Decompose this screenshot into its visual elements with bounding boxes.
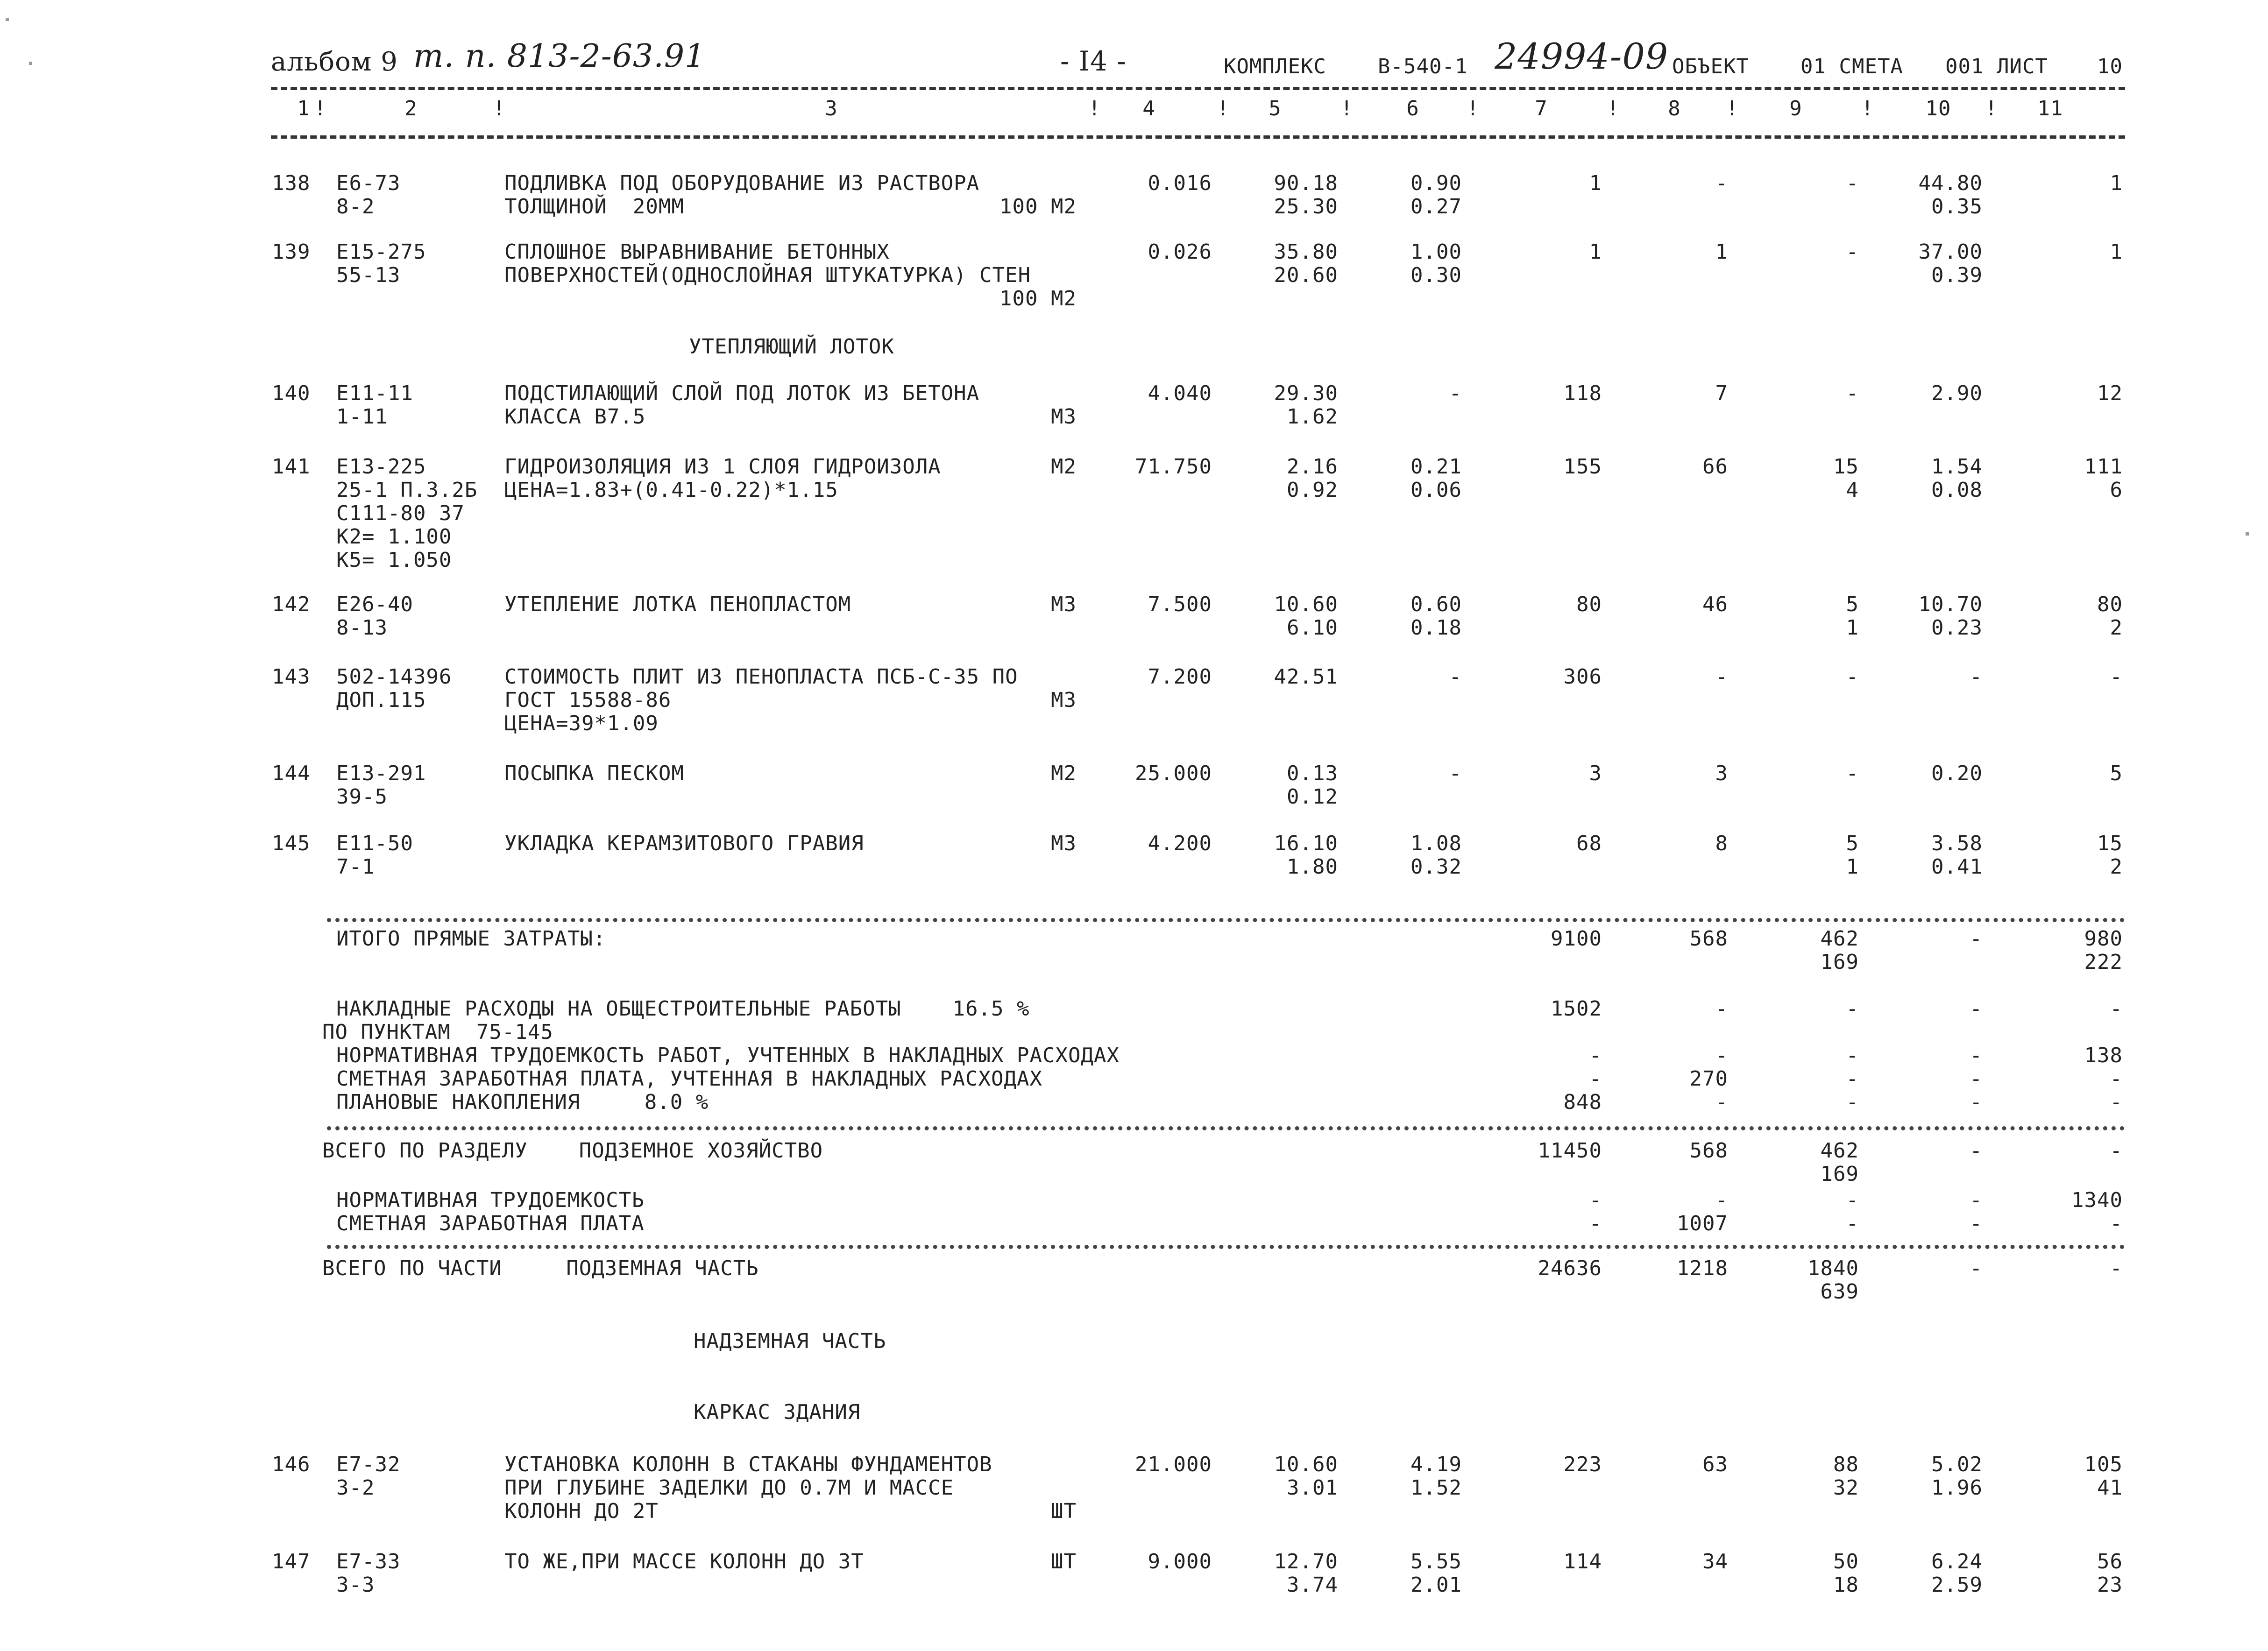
- album-label: альбом 9: [271, 47, 398, 77]
- section-heading-insulated-tray: УТЕПЛЯЮЩИЙ ЛОТОК: [689, 335, 894, 359]
- row-value-c8: 1: [1715, 240, 1728, 264]
- row-quantity: 4.200: [1148, 832, 1212, 855]
- row-value-c10: 44.80: [1918, 171, 1983, 195]
- row-unit: 100 М2: [999, 195, 1077, 219]
- summary-label: ПЛАНОВЫЕ НАКОПЛЕНИЯ 8.0 %: [336, 1090, 709, 1114]
- summary-value-c8: -: [1715, 1044, 1728, 1067]
- row-value-c5: 20.60: [1274, 263, 1338, 287]
- column-separator: !: [1607, 97, 1620, 120]
- row-value-c10: 0.41: [1931, 855, 1983, 879]
- summary-label: ВСЕГО ПО РАЗДЕЛУ ПОДЗЕМНОЕ ХОЗЯЙСТВО: [322, 1139, 823, 1163]
- row-value-c5: 0.92: [1287, 478, 1338, 502]
- summary-value-c10: -: [1970, 1212, 1983, 1235]
- row-value-c6: -: [1449, 762, 1462, 785]
- row-value-c11: 1: [2110, 240, 2123, 264]
- row-value-c5: 10.60: [1274, 593, 1338, 616]
- row-value-c5: 12.70: [1274, 1550, 1338, 1573]
- row-unit: М2: [1051, 455, 1077, 479]
- row-number: 140: [272, 381, 311, 405]
- row-value-c9: 50: [1833, 1550, 1859, 1573]
- row-value-c6: 1.08: [1410, 832, 1462, 855]
- summary-value-c10: -: [1970, 1067, 1983, 1091]
- row-value-c7: 114: [1563, 1550, 1602, 1573]
- row-value-c10: 0.39: [1931, 263, 1983, 287]
- row-value-c11: 56: [2097, 1550, 2123, 1573]
- row-code: К5= 1.050: [336, 548, 452, 572]
- row-number: 142: [272, 593, 311, 616]
- row-description: УКЛАДКА КЕРАМЗИТОВОГО ГРАВИЯ: [504, 832, 864, 855]
- row-value-c5: 35.80: [1274, 240, 1338, 264]
- row-value-c9: -: [1846, 240, 1859, 264]
- row-quantity: 7.200: [1148, 665, 1212, 689]
- row-value-c10: -: [1970, 665, 1983, 689]
- row-value-c7: 223: [1563, 1453, 1602, 1476]
- sheet-number: 10: [2097, 55, 2123, 78]
- row-value-c11: 5: [2110, 762, 2123, 785]
- row-value-c10: 0.35: [1931, 195, 1983, 219]
- row-description: ГОСТ 15588-86: [504, 688, 672, 712]
- row-number: 138: [272, 171, 311, 195]
- row-unit: М2: [1051, 762, 1077, 785]
- row-value-c9: 5: [1846, 593, 1859, 616]
- row-value-c9: 18: [1833, 1573, 1859, 1597]
- row-code: Е11-11: [336, 381, 413, 405]
- summary-value-c9: 462: [1820, 927, 1859, 951]
- row-code: Е6-73: [336, 171, 401, 195]
- row-value-c5: 90.18: [1274, 171, 1338, 195]
- page-number: - I4 -: [1060, 45, 1127, 77]
- summary-value-c8: 270: [1689, 1067, 1728, 1091]
- column-number-8: 8: [1668, 97, 1681, 120]
- row-value-c11: 23: [2097, 1573, 2123, 1597]
- column-number-7: 7: [1535, 97, 1548, 120]
- row-value-c11: 41: [2097, 1476, 2123, 1500]
- row-unit: 100 М2: [999, 287, 1077, 310]
- row-value-c10: 2.90: [1931, 381, 1983, 405]
- summary-label: ВСЕГО ПО ЧАСТИ ПОДЗЕМНАЯ ЧАСТЬ: [322, 1256, 759, 1280]
- summary-value-c11: -: [2110, 1067, 2123, 1091]
- row-value-c5: 0.13: [1287, 762, 1338, 785]
- row-code: 1-11: [336, 405, 388, 429]
- row-value-c8: 3: [1715, 762, 1728, 785]
- row-value-c5: 1.80: [1287, 855, 1338, 879]
- row-value-c10: 1.96: [1931, 1476, 1983, 1500]
- summary-value-c8: 1218: [1677, 1256, 1728, 1280]
- row-value-c9: 88: [1833, 1453, 1859, 1476]
- row-value-c9: 5: [1846, 832, 1859, 855]
- row-value-c11: 12: [2097, 381, 2123, 405]
- summary-value-c11: 222: [2084, 950, 2123, 974]
- row-value-c8: 8: [1715, 832, 1728, 855]
- column-separator: !: [1217, 97, 1230, 120]
- summary-label: НАКЛАДНЫЕ РАСХОДЫ НА ОБЩЕСТРОИТЕЛЬНЫЕ РАБОТЫ 16.5 %: [336, 997, 1030, 1021]
- row-value-c10: 10.70: [1918, 593, 1983, 616]
- row-value-c10: 0.20: [1931, 762, 1983, 785]
- column-separator: !: [314, 97, 327, 120]
- row-description: ГИДРОИЗОЛЯЦИЯ ИЗ 1 СЛОЯ ГИДРОИЗОЛА: [504, 455, 941, 479]
- row-value-c9: -: [1846, 665, 1859, 689]
- summary-value-c7: 1502: [1551, 997, 1602, 1021]
- summary-value-c7: 24636: [1538, 1256, 1602, 1280]
- section-heading-above-ground: НАДЗЕМНАЯ ЧАСТЬ: [694, 1329, 886, 1353]
- row-value-c5: 0.12: [1287, 785, 1338, 809]
- row-code: 39-5: [336, 785, 388, 809]
- summary-label: ПО ПУНКТАМ 75-145: [322, 1020, 553, 1044]
- dotted-rule-3: [327, 1245, 2125, 1249]
- row-value-c8: 7: [1715, 381, 1728, 405]
- row-description: ПРИ ГЛУБИНЕ ЗАДЕЛКИ ДО 0.7М И МАССЕ: [504, 1476, 954, 1500]
- row-value-c10: 1.54: [1931, 455, 1983, 479]
- summary-value-c9: 1840: [1807, 1256, 1859, 1280]
- row-value-c11: 1: [2110, 171, 2123, 195]
- summary-label: НОРМАТИВНАЯ ТРУДОЕМКОСТЬ: [336, 1188, 645, 1212]
- column-number-3: 3: [825, 97, 838, 120]
- row-description: ТОЛЩИНОЙ 20ММ: [504, 195, 684, 219]
- summary-value-c11: -: [2110, 997, 2123, 1021]
- summary-value-c11: 1340: [2071, 1188, 2123, 1212]
- row-unit: М3: [1051, 832, 1077, 855]
- column-separator: !: [493, 97, 506, 120]
- row-code: 55-13: [336, 263, 401, 287]
- summary-label: НОРМАТИВНАЯ ТРУДОЕМКОСТЬ РАБОТ, УЧТЕННЫХ В НАКЛАДНЫХ РАСХОДАХ: [336, 1044, 1120, 1067]
- column-separator: !: [1985, 97, 1998, 120]
- row-description: ПОДЛИВКА ПОД ОБОРУДОВАНИЕ ИЗ РАСТВОРА: [504, 171, 980, 195]
- summary-value-c9: 462: [1820, 1139, 1859, 1163]
- row-value-c8: 66: [1702, 455, 1728, 479]
- summary-value-c9: 169: [1820, 950, 1859, 974]
- summary-value-c11: -: [2110, 1090, 2123, 1114]
- row-value-c10: 37.00: [1918, 240, 1983, 264]
- row-value-c9: 15: [1833, 455, 1859, 479]
- column-separator: !: [1088, 97, 1101, 120]
- row-description: СТОИМОСТЬ ПЛИТ ИЗ ПЕНОПЛАСТА ПСБ-С-35 ПО: [504, 665, 1018, 689]
- row-value-c11: 80: [2097, 593, 2123, 616]
- row-quantity: 71.750: [1135, 455, 1212, 479]
- column-separator: !: [1467, 97, 1480, 120]
- summary-value-c8: -: [1715, 1188, 1728, 1212]
- dotted-rule-1: [327, 918, 2125, 922]
- row-code: Е7-33: [336, 1550, 401, 1573]
- summary-value-c9: 639: [1820, 1280, 1859, 1304]
- row-value-c6: 0.18: [1410, 616, 1462, 640]
- row-description: УТЕПЛЕНИЕ ЛОТКА ПЕНОПЛАСТОМ: [504, 593, 851, 616]
- summary-value-c7: 848: [1563, 1090, 1602, 1114]
- scan-mark: [6, 18, 9, 21]
- row-quantity: 0.026: [1148, 240, 1212, 264]
- row-value-c7: 155: [1563, 455, 1602, 479]
- row-description: ПОДСТИЛАЮЩИЙ СЛОЙ ПОД ЛОТОК ИЗ БЕТОНА: [504, 381, 980, 405]
- dotted-rule-2: [327, 1126, 2125, 1130]
- header-rule: [271, 87, 2125, 90]
- row-value-c5: 25.30: [1274, 195, 1338, 219]
- scan-mark: [2246, 532, 2249, 536]
- summary-value-c10: -: [1970, 1044, 1983, 1067]
- summary-value-c8: -: [1715, 997, 1728, 1021]
- row-code: Е13-225: [336, 455, 426, 479]
- row-code: С111-80 37: [336, 501, 465, 525]
- row-code: 502-14396: [336, 665, 452, 689]
- row-code: Е15-275: [336, 240, 426, 264]
- smeta-value: 001 ЛИСТ: [1945, 55, 2048, 78]
- row-value-c9: 32: [1833, 1476, 1859, 1500]
- row-value-c8: 46: [1702, 593, 1728, 616]
- column-number-1: 1: [297, 97, 310, 120]
- row-value-c7: 80: [1576, 593, 1602, 616]
- row-value-c9: -: [1846, 381, 1859, 405]
- row-description: УСТАНОВКА КОЛОНН В СТАКАНЫ ФУНДАМЕНТОВ: [504, 1453, 992, 1476]
- tp-number: т. п. 813-2-63.91: [413, 38, 706, 75]
- row-value-c9: -: [1846, 762, 1859, 785]
- row-value-c8: 34: [1702, 1550, 1728, 1573]
- column-separator: !: [1861, 97, 1874, 120]
- summary-value-c8: 1007: [1677, 1212, 1728, 1235]
- row-unit: ШТ: [1051, 1550, 1077, 1573]
- row-code: Е26-40: [336, 593, 413, 616]
- row-value-c5: 3.01: [1287, 1476, 1338, 1500]
- summary-value-c11: -: [2110, 1256, 2123, 1280]
- row-description: ПОСЫПКА ПЕСКОМ: [504, 762, 684, 785]
- summary-value-c7: -: [1589, 1188, 1602, 1212]
- row-value-c7: 1: [1589, 171, 1602, 195]
- row-description: КЛАССА В7.5: [504, 405, 646, 429]
- row-quantity: 9.000: [1148, 1550, 1212, 1573]
- summary-label: СМЕТНАЯ ЗАРАБОТНАЯ ПЛАТА: [336, 1212, 645, 1235]
- summary-value-c7: -: [1589, 1212, 1602, 1235]
- summary-label: СМЕТНАЯ ЗАРАБОТНАЯ ПЛАТА, УЧТЕННАЯ В НАКЛАДНЫХ РАСХОДАХ: [336, 1067, 1042, 1091]
- summary-value-c9: -: [1846, 1090, 1859, 1114]
- row-value-c9: -: [1846, 171, 1859, 195]
- row-number: 146: [272, 1453, 311, 1476]
- row-unit: ШТ: [1051, 1499, 1077, 1523]
- summary-value-c7: -: [1589, 1044, 1602, 1067]
- complex-label: КОМПЛЕКС: [1224, 55, 1326, 78]
- row-value-c5: 10.60: [1274, 1453, 1338, 1476]
- row-value-c7: 118: [1563, 381, 1602, 405]
- summary-value-c11: 980: [2084, 927, 2123, 951]
- summary-value-c10: -: [1970, 1256, 1983, 1280]
- row-value-c6: 0.27: [1410, 195, 1462, 219]
- summary-value-c9: 169: [1820, 1162, 1859, 1186]
- summary-value-c11: -: [2110, 1139, 2123, 1163]
- row-value-c6: 2.01: [1410, 1573, 1462, 1597]
- row-number: 145: [272, 832, 311, 855]
- section-heading-frame: КАРКАС ЗДАНИЯ: [694, 1400, 861, 1424]
- row-value-c9: 1: [1846, 616, 1859, 640]
- column-number-10: 10: [1925, 97, 1951, 120]
- row-value-c11: 2: [2110, 855, 2123, 879]
- summary-value-c10: -: [1970, 1090, 1983, 1114]
- row-value-c10: 2.59: [1931, 1573, 1983, 1597]
- summary-value-c7: 11450: [1538, 1139, 1602, 1163]
- row-value-c6: -: [1449, 665, 1462, 689]
- column-separator: !: [1340, 97, 1354, 120]
- row-number: 143: [272, 665, 311, 689]
- estimate-code: 24994-09: [1495, 35, 1669, 77]
- row-code: 3-3: [336, 1573, 375, 1597]
- row-quantity: 25.000: [1135, 762, 1212, 785]
- summary-value-c8: 568: [1689, 927, 1728, 951]
- row-quantity: 4.040: [1148, 381, 1212, 405]
- summary-value-c8: -: [1715, 1090, 1728, 1114]
- row-number: 147: [272, 1550, 311, 1573]
- row-code: 3-2: [336, 1476, 375, 1500]
- row-code: Е13-291: [336, 762, 426, 785]
- summary-value-c10: -: [1970, 1188, 1983, 1212]
- row-value-c5: 3.74: [1287, 1573, 1338, 1597]
- row-value-c5: 29.30: [1274, 381, 1338, 405]
- row-value-c6: 0.06: [1410, 478, 1462, 502]
- row-value-c10: 0.23: [1931, 616, 1983, 640]
- row-value-c7: 3: [1589, 762, 1602, 785]
- summary-value-c9: -: [1846, 1188, 1859, 1212]
- row-value-c10: 6.24: [1931, 1550, 1983, 1573]
- row-unit: М3: [1051, 405, 1077, 429]
- complex-value: В-540-1: [1378, 55, 1468, 78]
- column-number-9: 9: [1789, 97, 1802, 120]
- row-value-c6: 1.00: [1410, 240, 1462, 264]
- row-value-c8: -: [1715, 171, 1728, 195]
- summary-value-c10: -: [1970, 1139, 1983, 1163]
- row-value-c10: 0.08: [1931, 478, 1983, 502]
- summary-value-c7: -: [1589, 1067, 1602, 1091]
- row-code: 7-1: [336, 855, 375, 879]
- row-quantity: 21.000: [1135, 1453, 1212, 1476]
- row-value-c5: 1.62: [1287, 405, 1338, 429]
- column-number-6: 6: [1406, 97, 1419, 120]
- row-value-c7: 306: [1563, 665, 1602, 689]
- row-value-c5: 42.51: [1274, 665, 1338, 689]
- row-code: ДОП.115: [336, 688, 426, 712]
- row-value-c6: 0.30: [1410, 263, 1462, 287]
- row-quantity: 7.500: [1148, 593, 1212, 616]
- summary-value-c9: -: [1846, 1212, 1859, 1235]
- row-value-c6: 4.19: [1410, 1453, 1462, 1476]
- object-value: 01 СМЕТА: [1800, 55, 1903, 78]
- row-unit: М3: [1051, 688, 1077, 712]
- row-value-c6: 1.52: [1410, 1476, 1462, 1500]
- summary-value-c9: -: [1846, 997, 1859, 1021]
- summary-label: ИТОГО ПРЯМЫЕ ЗАТРАТЫ:: [336, 927, 606, 951]
- row-value-c6: 0.32: [1410, 855, 1462, 879]
- row-value-c11: -: [2110, 665, 2123, 689]
- column-number-2: 2: [404, 97, 418, 120]
- row-value-c11: 2: [2110, 616, 2123, 640]
- row-value-c11: 15: [2097, 832, 2123, 855]
- row-number: 144: [272, 762, 311, 785]
- row-value-c8: -: [1715, 665, 1728, 689]
- row-description: КОЛОНН ДО 2Т: [504, 1499, 659, 1523]
- row-description: СПЛОШНОЕ ВЫРАВНИВАНИЕ БЕТОННЫХ: [504, 240, 890, 264]
- row-number: 139: [272, 240, 311, 264]
- row-value-c11: 105: [2084, 1453, 2123, 1476]
- row-number: 141: [272, 455, 311, 479]
- column-number-4: 4: [1142, 97, 1155, 120]
- row-code: Е11-50: [336, 832, 413, 855]
- row-code: 25-1 П.3.2Б: [336, 478, 478, 502]
- row-value-c6: -: [1449, 381, 1462, 405]
- row-value-c9: 4: [1846, 478, 1859, 502]
- row-value-c7: 1: [1589, 240, 1602, 264]
- row-value-c11: 111: [2084, 455, 2123, 479]
- summary-value-c8: 568: [1689, 1139, 1728, 1163]
- row-value-c6: 0.60: [1410, 593, 1462, 616]
- row-value-c5: 2.16: [1287, 455, 1338, 479]
- row-description: ЦЕНА=1.83+(0.41-0.22)*1.15: [504, 478, 838, 502]
- row-description: ЦЕНА=39*1.09: [504, 712, 659, 735]
- scan-mark: [29, 62, 32, 65]
- row-value-c8: 63: [1702, 1453, 1728, 1476]
- row-code: Е7-32: [336, 1453, 401, 1476]
- row-value-c10: 3.58: [1931, 832, 1983, 855]
- row-description: ПОВЕРХНОСТЕЙ(ОДНОСЛОЙНАЯ ШТУКАТУРКА) СТЕН: [504, 263, 1031, 287]
- row-code: К2= 1.100: [336, 525, 452, 549]
- row-value-c7: 68: [1576, 832, 1602, 855]
- row-value-c6: 5.55: [1410, 1550, 1462, 1573]
- column-header-rule: [271, 135, 2125, 139]
- row-value-c5: 16.10: [1274, 832, 1338, 855]
- row-code: 8-2: [336, 195, 375, 219]
- row-code: 8-13: [336, 616, 388, 640]
- row-value-c6: 0.90: [1410, 171, 1462, 195]
- row-value-c6: 0.21: [1410, 455, 1462, 479]
- summary-value-c10: -: [1970, 997, 1983, 1021]
- row-value-c11: 6: [2110, 478, 2123, 502]
- summary-value-c9: -: [1846, 1067, 1859, 1091]
- summary-value-c11: -: [2110, 1212, 2123, 1235]
- column-separator: !: [1726, 97, 1739, 120]
- summary-value-c7: 9100: [1551, 927, 1602, 951]
- column-number-11: 11: [2037, 97, 2063, 120]
- row-quantity: 0.016: [1148, 171, 1212, 195]
- object-label: ОБЪЕКТ: [1672, 55, 1749, 78]
- row-description: ТО ЖЕ,ПРИ МАССЕ КОЛОНН ДО 3Т: [504, 1550, 864, 1573]
- summary-value-c10: -: [1970, 927, 1983, 951]
- column-number-5: 5: [1269, 97, 1282, 120]
- summary-value-c9: -: [1846, 1044, 1859, 1067]
- row-value-c10: 5.02: [1931, 1453, 1983, 1476]
- row-unit: М3: [1051, 593, 1077, 616]
- row-value-c9: 1: [1846, 855, 1859, 879]
- row-value-c5: 6.10: [1287, 616, 1338, 640]
- summary-value-c11: 138: [2084, 1044, 2123, 1067]
